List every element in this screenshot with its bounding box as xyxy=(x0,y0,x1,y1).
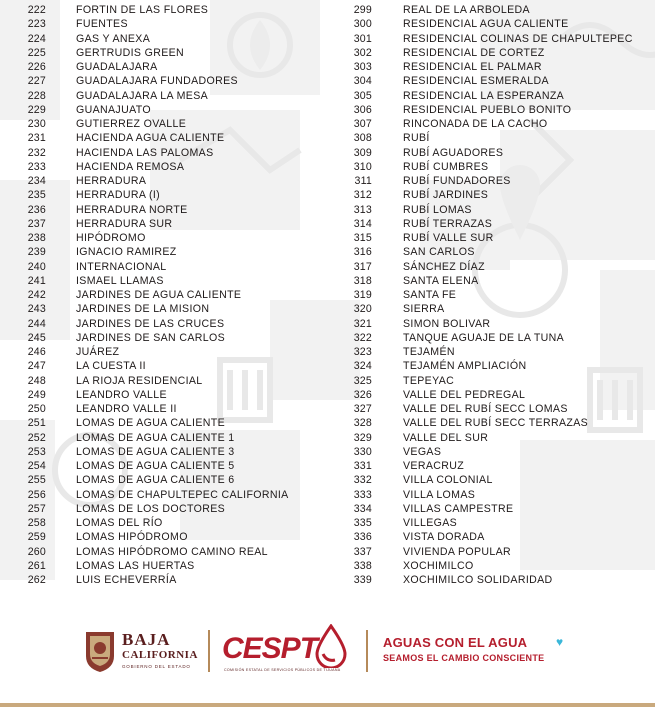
item-number: 328 xyxy=(353,417,372,430)
item-name: LA RIOJA RESIDENCIAL xyxy=(76,374,203,387)
item-number: 238 xyxy=(27,232,46,244)
item-number: 336 xyxy=(353,531,372,544)
item-name: IGNACIO RAMIREZ xyxy=(76,246,177,259)
item-number: 250 xyxy=(27,403,46,415)
item-number: 303 xyxy=(353,61,372,73)
state-seal-icon xyxy=(82,628,118,674)
item-number: 248 xyxy=(27,374,46,387)
item-number: 254 xyxy=(27,460,46,472)
item-number: 234 xyxy=(27,175,46,187)
item-number: 228 xyxy=(27,89,46,102)
item-name: RINCONADA DE LA CACHO xyxy=(403,118,548,130)
cespt-wordmark: CESPT xyxy=(222,632,318,665)
item-number: 235 xyxy=(27,189,46,202)
item-number: 339 xyxy=(353,574,372,586)
item-name: RUBÍ LOMAS xyxy=(403,203,472,216)
item-name: RESIDENCIAL COLINAS DE CHAPULTEPEC xyxy=(403,32,633,45)
item-number: 333 xyxy=(353,488,372,501)
item-name: INTERNACIONAL xyxy=(76,260,167,273)
item-name: HIPÓDROMO xyxy=(76,232,146,244)
item-name: VALLE DEL RUBÍ SECC LOMAS xyxy=(403,403,568,415)
item-number: 240 xyxy=(27,260,46,273)
item-name: XOCHIMILCO SOLIDARIDAD xyxy=(403,574,553,586)
item-name: VILLAS CAMPESTRE xyxy=(403,502,514,515)
item-number: 252 xyxy=(27,431,46,444)
item-name: HACIENDA LAS PALOMAS xyxy=(76,146,214,159)
item-name: RUBÍ TERRAZAS xyxy=(403,217,493,230)
item-name: GAS Y ANEXA xyxy=(76,32,151,45)
footer-logos xyxy=(0,610,655,707)
item-number: 261 xyxy=(27,559,46,572)
item-number: 302 xyxy=(353,46,372,59)
item-number: 300 xyxy=(353,18,372,31)
item-name: GUADALAJARA xyxy=(76,61,158,73)
item-number: 251 xyxy=(27,417,46,430)
item-name: SIERRA xyxy=(403,303,445,316)
item-number: 253 xyxy=(27,445,46,458)
item-number: 239 xyxy=(27,246,46,259)
item-number: 222 xyxy=(27,4,46,16)
item-number: 243 xyxy=(27,303,46,316)
item-number: 301 xyxy=(353,32,372,45)
item-number: 311 xyxy=(354,175,372,187)
item-number: 241 xyxy=(27,274,46,287)
item-number: 260 xyxy=(27,545,46,558)
item-number: 306 xyxy=(353,103,372,116)
item-number: 332 xyxy=(353,474,372,487)
item-number: 334 xyxy=(353,502,372,515)
item-name: FORTIN DE LAS FLORES xyxy=(76,4,209,16)
item-number: 314 xyxy=(353,217,372,230)
item-name: LOMAS HIPÓDROMO CAMINO REAL xyxy=(76,545,268,558)
item-name: HERRADURA SUR xyxy=(76,217,173,230)
item-number: 244 xyxy=(27,317,46,330)
item-number: 224 xyxy=(27,32,46,45)
item-name: SAN CARLOS xyxy=(403,246,475,259)
item-number: 245 xyxy=(27,331,46,344)
item-number: 325 xyxy=(353,374,372,387)
item-name: LOMAS DE LOS DOCTORES xyxy=(76,502,226,515)
item-name: JARDINES DE LA MISION xyxy=(76,303,210,316)
item-name: RUBÍ CUMBRES xyxy=(403,160,489,173)
baja-california-logo xyxy=(82,628,197,678)
cespt-logo xyxy=(222,624,352,679)
item-name: TANQUE AGUAJE DE LA TUNA xyxy=(403,331,565,344)
item-number: 225 xyxy=(27,46,46,59)
item-name: RUBÍ xyxy=(403,132,430,145)
item-name: FUENTES xyxy=(76,18,128,31)
item-name: HERRADURA (I) xyxy=(76,189,161,202)
item-number: 309 xyxy=(353,146,372,159)
item-name: RUBÍ AGUADORES xyxy=(403,146,504,159)
item-number: 223 xyxy=(27,18,46,31)
item-name: VILLEGAS xyxy=(403,517,458,529)
campaign-logo xyxy=(383,635,583,675)
item-number: 317 xyxy=(353,260,372,273)
item-name: RESIDENCIAL PUEBLO BONITO xyxy=(403,103,572,116)
item-name: RESIDENCIAL AGUA CALIENTE xyxy=(403,18,569,31)
baja-california-wordmark xyxy=(122,631,198,670)
item-number: 226 xyxy=(27,61,46,73)
item-name: RUBÍ FUNDADORES xyxy=(403,175,511,187)
item-name: LOMAS DE AGUA CALIENTE xyxy=(76,417,225,430)
baja-subtitle: CALIFORNIA xyxy=(122,649,198,661)
item-name: HACIENDA REMOSA xyxy=(76,160,185,173)
item-number: 320 xyxy=(353,303,372,316)
item-number: 247 xyxy=(27,360,46,373)
item-name: VISTA DORADA xyxy=(403,531,485,544)
item-number: 313 xyxy=(353,203,372,216)
logo-divider xyxy=(208,630,210,672)
item-name: SÁNCHEZ DÍAZ xyxy=(403,260,485,273)
item-number: 335 xyxy=(353,517,372,529)
item-number: 319 xyxy=(353,289,372,301)
item-name: GERTRUDIS GREEN xyxy=(76,46,185,59)
item-name: VALLE DEL RUBÍ SECC TERRAZAS xyxy=(403,417,589,430)
item-name: LOMAS DE AGUA CALIENTE 5 xyxy=(76,460,235,472)
cespt-caption: COMISIÓN ESTATAL DE SERVICIOS PÚBLICOS DE TIJUANA xyxy=(224,668,341,672)
campaign-title: AGUAS CON EL AGUA xyxy=(383,635,528,650)
item-number: 322 xyxy=(353,331,372,344)
item-name: LA CUESTA II xyxy=(76,360,146,373)
item-name: GUADALAJARA FUNDADORES xyxy=(76,75,238,88)
item-name: JUÁREZ xyxy=(76,346,120,358)
item-name: LEANDRO VALLE II xyxy=(76,403,177,415)
item-number: 312 xyxy=(353,189,372,202)
item-number: 330 xyxy=(353,445,372,458)
item-name: HACIENDA AGUA CALIENTE xyxy=(76,132,225,145)
item-number: 337 xyxy=(353,545,372,558)
item-number: 242 xyxy=(27,289,46,301)
item-number: 229 xyxy=(27,103,46,116)
item-name: GUANAJUATO xyxy=(76,103,151,116)
item-number: 326 xyxy=(353,388,372,401)
item-number: 307 xyxy=(353,118,372,130)
item-name: RESIDENCIAL ESMERALDA xyxy=(403,75,549,88)
bottom-accent-bar xyxy=(0,703,655,707)
item-number: 323 xyxy=(353,346,372,358)
item-name: TEJAMÉN xyxy=(403,346,455,358)
item-number: 256 xyxy=(27,488,46,501)
item-name: ISMAEL LLAMAS xyxy=(76,274,164,287)
item-number: 255 xyxy=(27,474,46,487)
item-name: GUADALAJARA LA MESA xyxy=(76,89,209,102)
item-number: 331 xyxy=(353,460,372,472)
item-number: 318 xyxy=(353,274,372,287)
item-name: RUBÍ JARDINES xyxy=(403,189,489,202)
item-name: VALLE DEL PEDREGAL xyxy=(403,388,526,401)
item-number: 233 xyxy=(27,160,46,173)
item-name: JARDINES DE LAS CRUCES xyxy=(76,317,225,330)
item-number: 310 xyxy=(353,160,372,173)
item-number: 258 xyxy=(27,517,46,529)
item-number: 304 xyxy=(353,75,372,88)
item-number: 232 xyxy=(27,146,46,159)
item-name: RESIDENCIAL LA ESPERANZA xyxy=(403,89,565,102)
item-name: LEANDRO VALLE xyxy=(76,388,167,401)
item-number: 324 xyxy=(353,360,372,373)
heart-icon: ♥ xyxy=(556,635,564,649)
baja-caption: GOBIERNO DEL ESTADO xyxy=(122,664,191,669)
item-number: 315 xyxy=(353,232,372,244)
item-name: XOCHIMILCO xyxy=(403,559,474,572)
item-name: VILLA LOMAS xyxy=(403,488,476,501)
item-name: SIMON BOLIVAR xyxy=(403,317,491,330)
item-number: 321 xyxy=(353,317,372,330)
item-number: 246 xyxy=(27,346,46,358)
item-name: SANTA FE xyxy=(403,289,457,301)
item-number: 230 xyxy=(27,118,46,130)
item-number: 259 xyxy=(27,531,46,544)
item-name: GUTIERREZ OVALLE xyxy=(76,118,187,130)
item-name: LOMAS LAS HUERTAS xyxy=(76,559,195,572)
item-name: LOMAS DE AGUA CALIENTE 6 xyxy=(76,474,235,487)
item-name: VILLA COLONIAL xyxy=(403,474,493,487)
item-name: LOMAS DE CHAPULTEPEC CALIFORNIA xyxy=(76,488,289,501)
item-name: LOMAS DE AGUA CALIENTE 3 xyxy=(76,445,235,458)
item-number: 227 xyxy=(27,75,46,88)
item-number: 257 xyxy=(27,502,46,515)
item-name: LOMAS DE AGUA CALIENTE 1 xyxy=(76,431,235,444)
item-number: 237 xyxy=(27,217,46,230)
item-name: JARDINES DE AGUA CALIENTE xyxy=(76,289,242,301)
item-number: 299 xyxy=(353,4,372,16)
item-name: LOMAS DEL RÍO xyxy=(76,517,163,529)
item-name: JARDINES DE SAN CARLOS xyxy=(76,331,225,344)
item-name: RESIDENCIAL DE CORTEZ xyxy=(403,46,545,59)
item-name: VERACRUZ xyxy=(403,460,465,472)
item-name: VIVIENDA POPULAR xyxy=(403,545,512,558)
item-number: 236 xyxy=(27,203,46,216)
campaign-subtitle: SEAMOS EL CAMBIO CONSCIENTE xyxy=(383,653,545,663)
item-number: 338 xyxy=(353,559,372,572)
item-number: 329 xyxy=(353,431,372,444)
item-name: TEPEYAC xyxy=(403,374,455,387)
item-name: LOMAS HIPÓDROMO xyxy=(76,531,188,544)
item-name: RUBÍ VALLE SUR xyxy=(403,232,494,244)
baja-title: BAJA xyxy=(122,630,171,649)
logo-divider xyxy=(366,630,368,672)
item-number: 262 xyxy=(27,574,46,586)
item-name: HERRADURA xyxy=(76,175,147,187)
item-name: SANTA ELENA xyxy=(403,274,479,287)
item-number: 249 xyxy=(27,388,46,401)
item-number: 305 xyxy=(353,89,372,102)
item-number: 316 xyxy=(353,246,372,259)
item-number: 308 xyxy=(353,132,372,145)
water-drop-icon xyxy=(314,624,348,668)
item-name: RESIDENCIAL EL PALMAR xyxy=(403,61,542,73)
item-name: VEGAS xyxy=(403,445,442,458)
item-name: HERRADURA NORTE xyxy=(76,203,188,216)
item-name: LUIS ECHEVERRÍA xyxy=(76,574,177,586)
item-number: 327 xyxy=(353,403,372,415)
item-name: TEJAMÉN AMPLIACIÓN xyxy=(403,360,527,373)
item-name: VALLE DEL SUR xyxy=(403,431,489,444)
item-number: 231 xyxy=(27,132,46,145)
item-name: REAL DE LA ARBOLEDA xyxy=(403,4,530,16)
